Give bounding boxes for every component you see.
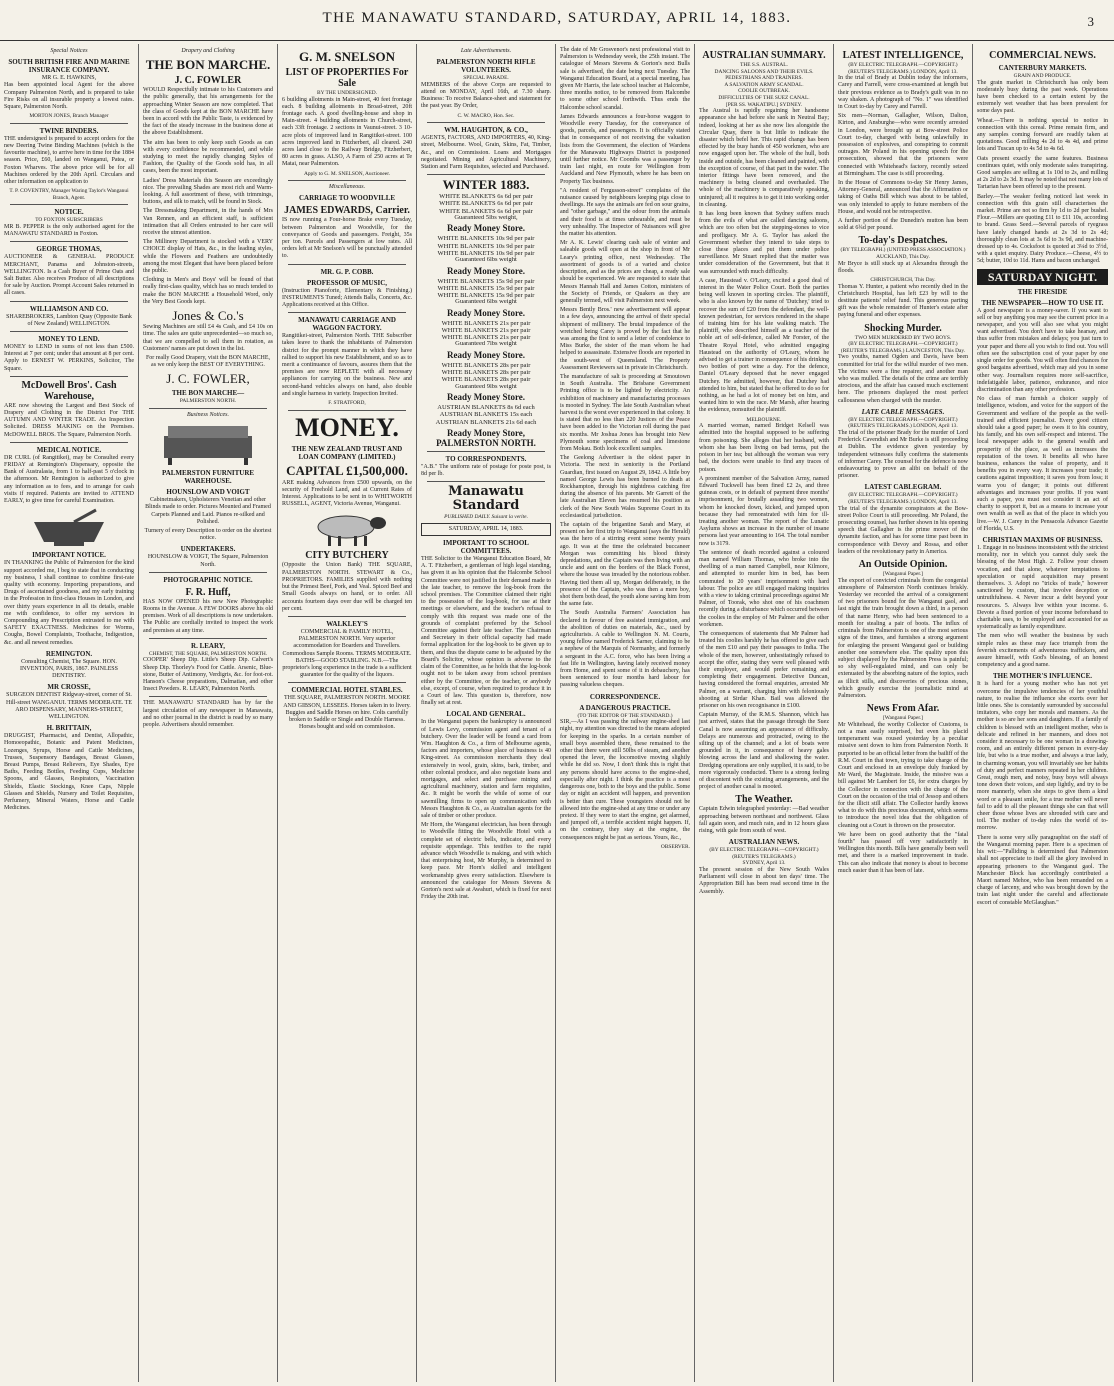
divider [10, 376, 128, 377]
article-body: The trial of the prisoner Brady for the murder of Lord Frederick Cavendish and Mr Burke is still proceeding at Dublin. The evidence given yesterday by independent witnesses fully confirms the statements of informer Carey. The counsel for the defence is now endeavouring to prove an alibi on behalf of the prisoner. [838, 430, 968, 480]
article-body: Captain Edwin telegraphed yesterday: —Bad weather approaching between northeast and northwest. Glass fall again soon, and much rain, and in 12 hours glass rising, with gale from south of west. [699, 806, 829, 835]
column-1 [0, 44, 139, 1382]
section-heading: COMMERCIAL NEWS. [989, 50, 1096, 61]
ad-body: AUCTIONEER & GENERAL PRODUCE MERCHANT, Panama and Johnston-streets, WELLINGTON. Is a Cash Buyer of Prime Oats and Salt Butter. Also receives Produce of all descriptions for sale by Auction. Prompt Account Sales returned in all cases. [4, 254, 134, 297]
ad-body: SHAREBROKERS, Lambton Quay (Opposite Bank of New Zealand) WELLINGTON. [6, 313, 132, 327]
divider [10, 123, 128, 124]
ad-heading: COMMERCIAL HOTEL STABLES. [291, 686, 403, 695]
article-subheading: TWO MEN MURDERED BY TWO BOYS. [854, 334, 952, 341]
ad-heading: HOUNSLOW AND VOIGT [166, 488, 250, 497]
store-name: Ready Money Store. [446, 350, 526, 361]
section-banner: SATURDAY NIGHT. [977, 269, 1108, 285]
divider [427, 451, 545, 452]
article-body: The trial of the dynamite conspirators at the Bow-street Police Court is still proceeding. Mr Poland, the prosecuting counsel, has further shown in his opening speech that Gallagher is the prime mover of the dynamite faction, and has for some time past been in correspondence with Devoy and Rossa, and other leaders of the revolutionary party in America. [838, 505, 968, 555]
price-line: WHITE BLANKETS 10s 9d per pair [437, 249, 535, 257]
divider [10, 204, 128, 205]
ad-subheading: CHEMIST, THE SQUARE, PALMERSTON NORTH. [148, 650, 268, 657]
ad-body: IS now running a Four-horse Brake every Tuesday, between Palmerston and Woodville, for the conveyance of Goods and passengers. Freight, 35s per ton. Parcels and Passengers at low rates. All orders left at Mr Snelson's will be punctually attended to. [282, 217, 412, 260]
ad-heading: LIST OF PROPERTIES For Sale [285, 67, 409, 89]
article-body: The present session of the New South Wales Parliament will close in about ten days' time. The Appropriation Bill has been read second time in the Assembly. [699, 867, 829, 895]
article-heading: A DANGEROUS PRACTICE. [579, 703, 671, 712]
section-heading: Special Notices [50, 48, 88, 54]
article-body: A good newspaper is a money-saver. If you want to sell or buy anything you may see the current price in a newspaper, and you will also see what you might want advertised. You don't have to take hearsay, and thus suffer from mistakes and delays; you just turn to your paper and there all you wish to find out. You will often see the subscription cost of your paper by one single order for goods. You will often find chances for good bargains advertised, which may aid you in some other way. Journalism requires more self-sacrifice, indefatigable labor, patience, endurance, and nice discrimination than any other profession. [977, 307, 1108, 393]
article-body: Mr A. K. Lewis' clearing cash sale of winter and saleable goods will open at the shop in front of Mr Leary's printing office, next Wednesday. The assortment of goods is of a varied and choice description, and as the prices are cheap, a ready sale should be experienced. We are requested to state that Messrs Hannah Hall and James Cotton, ministers of the Society of Friends, or Quakers as they are generally termed, will visit Palmerston next week. [560, 240, 690, 304]
article-body: Barley.—The weaker feeling noticed last week in connection with this grain still characterises the market. Prime are not so firm by 1d to 2d per bushel. Flour.—Millers are quoting £11 to £11 10s, according to brand. Grass Seed.—Several parcels of ryegrass have lately changed hands at 2s 3d to 2s 4d; thoroughly clean lots at 3s 6d to 3s 9d, and machine-dressed up to 4s. Cocksfoot is quoted at 3¼d to 3½d, with a quiet enquiry. Dairy Produce.—Cheese, 4½ to 5d; butter, 10d to 11d. Hams and bacon unchanged. [977, 193, 1108, 265]
ad-heading: GEORGE THOMAS, [36, 245, 102, 254]
section-heading: TO CORRESPONDENTS. [445, 454, 527, 463]
divider [10, 331, 128, 332]
section-heading: Business Notices. [187, 411, 229, 418]
divider [10, 241, 128, 242]
price-line: WHITE BLANKETS 21s per pair [441, 327, 531, 335]
ad-heading: THE BON MARCHE. [145, 57, 271, 73]
ad-body: Turnery of every Description to order on the shortest notice. [144, 527, 272, 542]
ad-subheading: THE BON MARCHE— [171, 389, 245, 398]
ad-body: THE MANAWATU STANDARD has by far the largest circulation of any newspaper in Manawatu, and no other journal in the district is read by so many people. Advertisers should remember. [143, 700, 273, 728]
ad-body: AGENTS, FACTORS, AND IMPORTERS, 40, King-street, Melbourne. Wool, Grain, Skins, Fat, Timber, &c., and on Commission. Loans and Mortgages negotiated. Mining and Agricultural Machinery, Station and Farm Requisites, selected and Purchased. [421, 135, 551, 171]
ad-signature: T. P. COVENTRY, Manager Waring Taylor's Wanganui Branch, Agent. [9, 188, 129, 201]
price-line: WHITE BLANKETS 15s 9d per pair [437, 277, 535, 285]
divider [288, 312, 406, 313]
ad-body: SURGEON DENTIST Ridgway-street, corner of St. Hill-street WANGANUI. TERMS MODERATE. TE ARO DISPENSARY, MANNERS-STREET, WELLINGTON. [6, 692, 132, 720]
ad-body: MEMBERS of the above Corps are requested to attend on MONDAY, April 16th, at 7.30 sharp. Business: To receive Balance-sheet and statement for the past year. By Order, [421, 81, 551, 110]
section-heading: Late Advertisements. [460, 48, 512, 54]
dateline: [PER SS. WAKATIPU.] SYDNEY. [725, 101, 803, 108]
ad-heading: WM. HAUGHTON, & CO., [444, 126, 528, 135]
ad-heading: J. C. FOWLER, [166, 371, 250, 387]
page-number: 3 [1087, 14, 1094, 29]
article-body: Mr Whitehead, the worthy Collector of Customs, is not a man easily surprised, but even his placid temperament was roused yesterday by a peculiar missive sent down to him from Palmerston North. It purported to be an official letter from the bailiff of the R.M. Court in that town, trying to take charge of the Court and enclosed in an envelope duly franked by Mr Ward, the Magistrate. Inside, the missive was a bill against Mr Lambert for £6, for extra charges by the Collector in connection with the charge of the Court on the occasion of the trial of Jessop and others for the illicit still affair. The Collector hardly knows what to do with this precious document, which seems to introduce the novel idea that the obligation of cleaning out a Court is thrown on the prosecutor. [838, 721, 968, 829]
article-subheading: (BY TELEGRAPH.) (UNITED PRESS ASSOCIATION.) AUCKLAND, This Day. [840, 247, 966, 261]
divider [288, 682, 406, 683]
price-line: AUSTRIAN BLANKETS 8s 6d each [437, 404, 535, 412]
article-subheading: (BY ELECTRIC TELEGRAPH.—COPYRIGHT.) (REUTER'S TELEGRAMS.) [709, 847, 819, 860]
price-line: WHITE BLANKETS 28s per pair [441, 376, 531, 384]
ad-heading: CITY BUTCHERY [305, 550, 389, 562]
ad-heading: Jones & Co.'s [172, 308, 244, 324]
ad-body: ARE now showing the Largest and Best Stock of Drapery and Clothing in the District For THE AUTUMN AND WINTER TRADE. An Inspection Solicited. DRESS MAKING on the Premises. McDOWELL BROS. The Square, Palmerston North. [4, 402, 134, 438]
ad-heading: WINTER 1883. [442, 177, 530, 193]
article-subheading: [Wanganui Paper.] [883, 571, 923, 578]
issue-date: SATURDAY, APRIL 14, 1883. [421, 523, 551, 536]
ad-subheading: PALMERSTON NORTH. [179, 398, 237, 405]
article-heading: THE MOTHER'S INFLUENCE. [993, 672, 1092, 681]
price-note: Guaranteed 9lbs weight [455, 383, 517, 390]
newspaper-columns [0, 44, 1114, 1382]
price-line: WHITE BLANKETS 6s 6d per pair [439, 200, 533, 208]
dateline: CHRISTCHURCH, This Day. [870, 277, 936, 284]
ad-body: DR CURL (of Rangitikei), may be Consulted every FRIDAY at Remington's Dispensary, opposite the Bank of Australasia, from 1 to half-past 5 o'clock in the afternoon. Mr Remington is authorized to give any information as to fees, and to arrange for cash visits if required. Patients are invited to ATTEND EARLY, to give time for careful Examination. [4, 454, 134, 505]
price-line: WHITE BLANKETS 6s 6d per pair [439, 207, 533, 215]
article-body: The Austral is rapidly regaining her handsome appearance she had before she sank in Neutral Bay; indeed, looking at her as she now lies alongside the Circular Quay, there is but little to indicate the disaster which befel her. This rapid change has been effected by the busy hands of 450 workmen, who are now engaged upon her. The whole of the hull, both inside and outside, has been cleaned and painted, with the exception of course, of that part in the water. The interior fittings have been removed, and the machinery is being cleaned and overhauled. The whole of the machinery is comparatively speaking, uninjured; all it requires is to get it into working order in cleaning. [699, 108, 829, 208]
article-body: The sentence of death recorded against a coloured man named William Thomas, who broke into the dwelling of a man named Campbell, near Kilmore, and attempted to murder him in bed, has been commuted to 20 years' imprisonment with hard labour. The police are still engaged making inquiries with a view to taking criminal proceedings against Mr Palmer, of Toorak, who shot one of his coachmen recently during a disturbance which occurred between the coolies in the employ of Mr Palmer and the other workmen. [699, 549, 829, 628]
article-body: The date of Mr Grosvenor's next professional visit to Palmerston is Wednesday week, the 25th instant. The catalogue of Messrs Stevens & Gorton's next Bulls sale is advertised, the date being next Tuesday. The Wanganui Education Board, at a special meeting, has given Mr Harris, the late school teacher at Halcombe, three months notice, to be removed from Halcombe to some other school forthwith. Thus ends the Halcombe school scandal. [560, 47, 690, 111]
price-line: WHITE BLANKETS 10s 9d per pair [437, 242, 535, 250]
ad-heading: REMINGTON. [45, 649, 93, 658]
article-body: In the Wanganui papers the bankruptcy is announced of Lewis Levy, commission agent and tenant of a butchery. Over the leader will be found a card from Wm. Haughton & Co., a firm of Melbourne agents, factors and importers, whose place of business is 40 King-street. As commission merchants they deal extensively in wool, grain, skins, bark, timber, and other colonial produce, and also negotiate loans and mortgages, and select and purchase mining and agricultural machinery, station and farm requisites, &c. It might be worth the while of some of our sawmilling firms to open up communication with Messrs Haughton & Co., as Australian agents for the sale of timber or other produce. [421, 719, 551, 819]
article-heading: THE NEWSPAPER—HOW TO USE IT. [981, 298, 1104, 307]
article-subheading: DIFFICULTIES OF THE SUEZ CANAL. [718, 94, 810, 101]
price-note: Guaranteed 6lbs weight [455, 257, 517, 264]
ad-body: THE SQUARE, PALMERSTON NORTH. MOORE AND GIBSON, LESSEES. Horses taken in to livery. Buggies and Saddle Horses on hire. Colts carefully broken to Saddle or Single and Double Harness. Horses bought and sold on commission. [283, 695, 411, 731]
ad-body: The aim has been to only keep such Goods as can with every confidence be recommended, and while studying to meet the rapidly changing Styles of Fashion, the Quality of the Goods sold has, in all cases, been the most important. [143, 139, 273, 175]
price-line: AUSTRIAN BLANKETS 15s each [439, 411, 533, 419]
article-body: Captain Murray, of the R.M.S. Shannon, which has just arrived, states that the passage through the Suez Canal is now assuming an appearance of difficulty. Delays are numerous and protracted, owing to the silting up of the channel; and a lot of boats were grounded in it, in consequence of heavy gales blowing across the land and shallowing the water. Dredging operations are only supplied, it is said, to be more vigorously conducted. There is a strong feeling of discontent with the existing arrangements, and the project of another canal is mooted. [699, 712, 829, 791]
ad-body: THE undersigned is prepared to accept orders for the new Deering Twine Binding Machines (which is the favourite machine), to arrive here in time for the 1884 season. Price, £60, landed on Wanganui, Patea, or Foxton Wharves. The above price will be for all Machines ordered by the 20th April. Circulars and other information on application to [4, 135, 134, 186]
price-line: WHITE BLANKETS 21s per pair [441, 334, 531, 342]
article-subheading: (BY ELECTRIC TELEGRAPH.—COPYRIGHT.) (REUTER'S TELEGRAMS.) LONDON, April 13. [848, 416, 958, 430]
ad-heading: UNDERTAKERS. [180, 545, 236, 554]
article-body: The manufacture of salt is proceeding at Smoutown in South Australia. The Brisbane Government Printing office is to be lighted by electricity. An exhibition of machinery and manufacturing processes is mooted in Sydney. The late South Australian wheat harvest is the worst ever experienced in that colony. It is stated that no less than 220 Justices of the Peace have been added to the Victorian roll during the past six months. Mr Joshua Jones has brought into New Plymouth some specimens of coal and limestone from Mokau. Both look excellent samples. [560, 373, 690, 452]
ad-body: Clothing in Men's and Boys' will be found of that really first-class quality, which has so much tended to make the BON MARCHE a Household Word, only the Very Best Goods kept. [143, 277, 273, 305]
section-heading: The Weather. [735, 794, 793, 806]
divider [427, 122, 545, 123]
section-heading: To-day's Despatches. [858, 235, 948, 247]
sheep-illustration [302, 511, 392, 547]
article-heading: IMPORTANT TO SCHOOL COMMITTEES. [443, 539, 529, 556]
divider [427, 174, 545, 175]
article-subheading: [Wanganui Paper.] [883, 715, 923, 722]
price-line: WHITE BLANKETS 28s per pair [441, 369, 531, 377]
newspaper-nameplate: Manawatu Standard [448, 484, 524, 514]
ad-body: Consulting Chemist, The Square. HON. INVENTION, PARIS, 1867. PAINLESS DENTISTRY. [20, 658, 118, 680]
column-5 [556, 44, 695, 1382]
ad-body: WOULD Respectfully intimate to his Customers and the public generally, that his arrangements for the approaching Winter Season are now completed. That the class of Goods kept at the BON MARCHE have been in accord with the Public Taste, is evidenced by the fact of the steady increase in the business done at the above Establishment. [143, 87, 273, 137]
ad-body: For really Good Drapery, visit the BON MARCHE, as we only keep the BEST OF EVERYTHING. [145, 354, 271, 369]
ad-signature: F. STRATFORD, [328, 400, 366, 407]
section-heading: Miscellaneous. [328, 184, 366, 191]
ad-body: DRUGGIST, Pharmacist, and Dentist, Allopathic, Homoeopathic, Botanic and Patent Medicines, Lozenges, Syrups, Horse and Cattle Medicines, Trusses, Suspensory Bandages, Breast Glasses, Breast Pumps, Breast Relievers, Eye Shades, Eye Baths, Feeding Bottles, Feeding Cups, Medicine Spoons, and Glasses, Respirators, Vaccination Shields, Elastic Stockings, Knee Caps, Nipple Glasses and Shields, Nursery and Toilet Requisites, Perfumery, Mineral Waters, Horse and Cattle Medicines. [4, 733, 134, 812]
article-subheading: (BY ELECTRIC TELEGRAPH.—COPYRIGHT.) (REUTER'S TELEGRAMS.) LONDON, April 13. [848, 492, 958, 506]
newspaper-title: THE MANAWATU STANDARD, SATURDAY, APRIL 14, 1883. [322, 10, 792, 26]
article-body: The captain of the brigantine Sarah and Mary, at present on her first trip to Wanganui (says the Herald) was the hero of a stirring event some twenty years ago. It was at the time the celebrated buccaneer Morgan was committing his blood thirsty depredations, and the Captain was then living with an uncle and aunt on the borders of the Black Forest, where the house was invaded by the notorious robber. Having tied them all up, Morgan deliberately, in the presence of the Captain, who was then a mere boy, shot them both dead, the youth alone saving him from the same fate. [560, 522, 690, 608]
ad-heading: G. M. SNELSON [298, 49, 396, 64]
section-heading: AUSTRALIAN SUMMARY. [702, 50, 826, 61]
store-name: Ready Money Store. [446, 265, 526, 276]
article-subheading: (TO THE EDITOR OF THE STANDARD.) [577, 712, 673, 719]
article-body: A case, Haustead v. O'Leary, excited a good deal of interest in the Water Police Court. Both the parties being well known in sporting circles. The plaintiff, who is also known by the name of 'Dutchey,' tried to recover the sum of £20 from the defendant, the well-known pedestrian, for services rendered in the shape of training him for his late walking match. The plaintiff, who described himself as a teacher of the noble art of self-defence, called Mr Forster, of the Theatre Royal Hotel, who admitted engaging Haustead on the authority of O'Leary, whom he advised to get a trainer in consequence of his drinking two bottles of port wine a day. For the defence, Daniel O'Leary deposed that he never engaged Dutchey. He admitted, however, that Dutchey had attended to him, but stated that he offered to do so for nothing, as he had a lot of money bet on him, and wanted him to win the race. Mr Marsh, after hearing the evidence, nonsuited the plaintiff. [699, 277, 829, 414]
price-line: WHITE BLANKETS 6s 6d per pair [439, 193, 533, 201]
ad-body: Sewing Machines are still £4 4s Cash, and £4 10s on time. The sales are quite unprecedented—so much so, that we are compelled to sell them in rotation, as Customers' names are put down in the list. [143, 324, 273, 352]
column-3 [278, 44, 417, 1382]
ad-subheading: THE NEW ZEALAND TRUST AND LOAN COMPANY (LIMITED.) [291, 444, 403, 461]
divider [288, 180, 406, 181]
article-body: A prominent member of the Salvation Army, named Edward Tuckwell has been fined £2 2s, and three guineas costs, or in default of payment three months' imprisonment, for brutally assaulting two women, whom he knocked down, kicked, and jumped upon because they had remonstrated with him for ill-treating another woman. The report of the Lunatic Asylums shows an increase in the number of insane persons last year amounting to 164. The total number now is 3179. [699, 475, 829, 547]
price-line: WHITE BLANKETS 21s per pair [441, 319, 531, 327]
article-signature: OBSERVER. [660, 843, 690, 850]
nameplate-motto: PUBLISHED DAILY. Suisant la verite. [444, 514, 528, 521]
article-subheading: (BY ELECTRIC TELEGRAPH.—COPYRIGHT.) (REUTER'S TELEGRAMS.) LAUNCESTON, This Day. [840, 341, 966, 354]
divider [149, 638, 267, 639]
ad-body: 6 building allotments in Main-street, 40 feet frontage each. 8 building allotments in Broad-street, 20ft frontage each. A good dwelling-house and shop in Main-street. 4 building allotments in Church-street, each 33ft frontage. 2 sections in Vaunui-street. 3 10-acre plots of improved land in Rangitikei-street. 100 acres improved land in Fitzherbert, all cleared. 240 acres land close to the Railway Bridge, Fitzherbert, 80 acres in grass. ALSO, A Farm of 250 acres at Te Matai, near Palmerston. [282, 96, 412, 168]
divider [149, 572, 267, 573]
notice-body: "A.B." The uniform rate of postage for poste post, is 8d per lb. [421, 463, 551, 478]
ad-heading: WALKLEY'S [326, 619, 368, 628]
article-body: Messrs Bently Bros.' new advertisement will appear in a few days, announcing the arrival of their special shipment of millinery. The brutal impudence of the wretched being Carey is proved by the fact that he was among the first to send a letter of condolence to Miss Burke, the sister of the man whom he had helped to assassinate. Extensive floods are reported in the south-west of Queensland. The Property Assessment Reviewers sat in private in Christchurch. [560, 307, 690, 371]
article-body: "A resident of Fergusson-street" complains of the nuisance caused by neighbours keeping pigs close to dwellings. He says the animals are fed on sour grains, and "other garbage," and the odour from the animals and their food is at times unbearable, and must be very unhealthy. The Inspector of Nuisances will give the matter his attention. [560, 187, 690, 238]
article-body: The men who will weather the business by such simple rules as these may face triumph from the feverish excitements of adventurous traffickers, and assure himself, with God's blessing, of an honest competency and a good name. [977, 633, 1108, 669]
furniture-illustration [158, 422, 258, 466]
price-line: WHITE BLANKETS 15s 9d per pair [437, 284, 535, 292]
article-body: Wheat.—There is nothing special to notice in connection with this cereal. Prime remain firm, and any samples coming forward are readily taken at quotations. Good milling 4s 2d to 4s 4d, and prime lots and Tuscan up to 4s 5d to 4s 6d. [977, 117, 1108, 153]
divider [10, 301, 128, 302]
ad-signature: Apply to G. M. SNELSON, Auctioneer. [303, 170, 391, 177]
price-line: AUSTRIAN BLANKETS 21s 6d each [435, 418, 537, 426]
ad-body: (Opposite the Union Bank) THE SQUARE, PALMERSTON NORTH. STEWART & Co., PROPRIETORS. FAMILIES supplied with nothing but the Primest Beef, Pork, and Veal. Spiced Beef and Small Goods always on hand, or to order. All accounts fourteen days over due will be charged ten per cent. [282, 562, 412, 612]
article-body: James Edwards announces a four-horse waggon to Woodville every Tuesday, for the conveyance of goods, parcels, and passengers. It is officially stated that in consequence of not receiving the valuation lists from the Government, the election of Wardens for the Manawatu Highways District is postponed until further notice. Mr Coombs was a passenger by train last night, en route for Wellington from Auckland and New Plymouth, where he has been on Property Tax business. [560, 113, 690, 185]
article-body: It has long been known that Sydney suffers much from the evils of what are called dancing saloons, which are too often but the stepping-stones to vice and profligacy. Mr A. G. Taylor has asked the Government whether they intend to take steps to close these places and put them under police surveillance. Mr Stuart replied that the matter was under consideration of the Government, but that it was surrounded with much difficulty. [699, 211, 829, 275]
article-body: In the trial of Brady at Dublin today the informers, Carey and Farrell, were cross-examined at length but their previous evidence as to Brady's guilt was in no way shaken. A photograph of "No. 1" was identified in Court to-day by Carey and Farrell. [838, 75, 968, 110]
column-6 [695, 44, 834, 1382]
ad-heading: PALMERSTON NORTH RIFLE VOLUNTEERS. [436, 58, 536, 75]
ad-heading: MONEY. [295, 412, 399, 442]
article-body: Six men—Norman, Gallagher, Wilson, Dalton, Kirton, and Ansburghe—who were recently arrested in London, were brought up at Bow-street Police Court to-day, charged with being unlawfully in possession of explosives, and conspiring to commit outrages. Mr Poland in his opening speech for the prosecution, showed that the prisoners were connected with Whitehead's factory, recently seized at Birmingham. The case is still proceeding. [838, 113, 968, 177]
section-heading: AUSTRALIAN NEWS. [728, 838, 800, 847]
column-4 [417, 44, 556, 1382]
mortar-and-pestle-icon [24, 508, 114, 548]
ad-body: Has been appointed local Agent for the above Company Palmerston North, and is prepared to take Fire Risks on all insurable property a lowest rates. Square, Palmerston North. [4, 82, 134, 111]
store-name: Ready Money Store. [446, 392, 526, 403]
article-body: No class of man furnish a choicer supply of intelligence, wisdom, and voice for the support of the Government and welfare of the people as the well-trained and efficient journalist. Every good citizen should take a good paper; he owes it to his country, his family, and his own self-respect and interest. The local newspaper adds to the general wealth and prosperity of the place, as well as increases the reputation of the town. It benefits all who have business, enhances the value of property, and it benefits you in every way. It increases your trade; it cautions against imposition; it saves you from loss; it warns you of danger; it points out different advantages and increases your profits. If you want such a paper, you must not consider it an act of charity to support it, but as a means to increase your own wealth as well as that of the place in which you live.—W. J. Carey in the Pensacola Advance Gazette of Florida, U.S. [977, 396, 1108, 532]
ad-subheading: TO FOXTON SUBSCRIBERS [35, 217, 103, 224]
price-line: WHITE BLANKETS 28s per pair [441, 362, 531, 370]
section-heading: Drapery and Clothing [181, 48, 235, 54]
article-body: The consequences of statements that Mr Palmer had treated his coolies harshly he has offered to give each of the men £10 and pay their passages to India. The whole of the men, however, unhesitatingly refused to accept the offer, stating they were well pleased with their employer, and would prefer remaining and completing their engagement. Detective Duncan, having considered the formal enquiries, arrested Mr Palmer, on a warrant, charging him with feloniously shooting at Sirdar Khan. Bail was allowed the prisoner on his own recognisance in £100. [699, 630, 829, 709]
article-body: 1. Engage in no business inconsistent with the strictest morality, nor in which you cannot duly seek the blessing of the Most High. 2. Follow your chosen vocation, and that alone, whatever temptations to speculation or rapid acquisition may present themselves. 3. Adopt no "tricks of trade," however sanctioned by custom, that involve deception or untruthfulness. 4. Never incur a debt beyond your resources. 5. Always live within your income. 6. Devote a fixed portion of your income beforehand to charitable uses, to be employed and accounted for as systematically as family expenditure. [977, 544, 1108, 631]
header-rule [0, 40, 1114, 41]
price-line: WHITE BLANKETS 10s 9d per pair [437, 235, 535, 243]
ad-heading: PHOTOGRAPHIC NOTICE. [163, 575, 253, 584]
price-line: WHITE BLANKETS 15s 9d per pair [437, 292, 535, 300]
ad-body: HAS NOW OPENED his new New Photographic Rooms in the Avenue. A FEW DOORS above his old premises. Work of all descriptions is now undertaken. The Public are cordially invited to inspect the work and premises at any time. [143, 598, 273, 634]
ad-heading: MEDICAL NOTICE. [36, 445, 102, 454]
article-body: Oats present exactly the same features. Business continues quiet, with only moderate sales transpiring. Good samples are selling at 1s 10d to 2s, and milling at 2s 2d to 2s 3d. It may be noted that not many lots of Tartarian have been offered up to the present. [977, 155, 1108, 191]
section-heading: LATEST INTELLIGENCE, [842, 50, 964, 61]
ad-body: COOPER' Sheep Dip. Little's Sheep Dip. Calvert's Sheep Dip. Thorley's Food for Cattle. Arsenic, Blue-stone, Butter of Antimony, Verdigris, &c. for foot-rot. Hanson's Cheese preparations, Dalmatian, and other Insect Powders. R. LEARY, Palmerston North. [143, 657, 273, 693]
ad-body: IN THANKING the Public of Palmerston for the kind support accorded me, I beg to state that in conducting my business, I shall continue to combine first-rate quality with economy. Importing preparations, and Drugs of ascertained goodness, and my early training in the Profession in first-class Houses in London, and over thirty years experience in all its details, enable me with confidence, to offer my services in Compounding any Prescription entrusted to me with SAFETY EXACTNESS. Medicines for Worms, Coughs, Bowel Complaints, Toothache, Indigestion, &c. and all newest remedies. [4, 560, 134, 646]
ad-body: Ladies' Dress Materials this Season are exceedingly nice. The prevailing Shades are most rich and Warm-looking. A full assortment of these, with trimmings, buttons, and silk to match, will be found in Stock. [143, 177, 273, 206]
article-body: A married woman, named Bridget Kelsell was admitted into the hospital supposed to be suffering from poisoning. She alleges that her husband, with whom she has been living on bad terms, put the poison in her tea; but although the woman was very bad, the doctors were unable to find any traces of poison. [699, 423, 829, 473]
divider [288, 264, 406, 265]
dateline: MELBOURNE. [746, 416, 782, 423]
store-name: Ready Money Store, PALMERSTON NORTH. [436, 427, 536, 448]
ad-heading: JAMES EDWARDS, Carrier. [284, 205, 410, 217]
article-body: There is some very silly paragraphist on the staff of the Wanganui morning paper. Here is a specimen of his wit:—"Palliding is determined that Palmerston shall not appreciate to itself all the glory involved in appearing prisoners to the Wanganui gaol. The Manchester Block has accordingly contributed a Maori named Mehoe, who has been remanded on a charge of larceny, and who was brought down by the train last night under the careful and affectionate escort of constable McGlaughan." [977, 834, 1108, 906]
column-7 [834, 44, 973, 1382]
ad-heading: R. LEARY, [191, 641, 225, 650]
section-heading: An Outside Opinion. [858, 559, 948, 571]
ad-heading: SOUTH BRITISH FIRE AND MARINE INSURANCE COMPANY. [8, 58, 130, 75]
store-name: Ready Money Store. [446, 223, 526, 234]
article-subheading: THE S.S. AUSTRAL. [740, 62, 788, 68]
ad-heading: H. BRITTAIN, [46, 724, 92, 733]
article-body: Mr Horn, the Wanganui electrician, has been through to Woodville fitting the Woodville Hotel with a complete set of electric bells, indicator, and every requisite appendage. This testifies to the rapid advance which Woodville is making, and with which that enterprising host, Mr Murphy, is determined to keep pace. Mr Horn's skilled and intelligent workmanship gives every satisfaction. Elsewhere is announced the catalogue for Messrs Stevens & Gorton's next sale at Awahuri, which is fixed for next Friday the 20th inst. [421, 822, 551, 901]
ad-body: The Millinery Department is stocked with a VERY CHOICE display of Hats, &c., in the leading styles, while the Flowers and Feathers are undoubtedly among the most Elegant that have been placed before the public. [143, 239, 273, 275]
ad-heading: WILLIAMSON AND CO. [29, 304, 109, 313]
store-name: Ready Money Store. [446, 307, 526, 318]
ad-heading: MR. G. P. COBB. [320, 267, 374, 276]
column-2 [139, 44, 278, 1382]
ad-body: HOUNSLOW & VOIGT, The Square, Palmerston North. [147, 554, 269, 568]
article-body: The grain market in Christchurch has only been moderately busy during the past week. Operations have been checked to a certain extent by the extremely wet weather that has been prevalent for some days past. [977, 79, 1108, 115]
article-body: Two youths, named Ogden and Davis, have been committed for trial for the wilful murder of two men. The victims were a fine repairer, and another man who was mulled. The details of the crime are terribly atrocious, and the affair has caused much excitement here. The prisoners displayed the most perfect callousness when charged with the murder. [838, 354, 968, 404]
ad-heading: CARRIAGE TO WOODVILLE [298, 194, 396, 203]
article-body: A further portion of the Dunedin's mutton has been sold at 6¾d per pound. [838, 218, 968, 232]
ad-heading: PALMERSTON FURNITURE WAREHOUSE. [161, 469, 255, 486]
ad-heading: IMPORTANT NOTICE. [32, 551, 106, 560]
section-heading: THE FIRESIDE [1017, 287, 1068, 296]
ad-body: The Dressmaking Department, in the hands of Mrs Van Rennen, and an efficient staff, is sufficient intimation that all Orders entrusted to her care will receive the utmost attention. [143, 208, 273, 237]
ad-heading: F. R. Huff, [185, 586, 231, 598]
article-body: Mr Bryce is still stuck up at Alexandra through the floods. [838, 260, 968, 274]
divider [10, 442, 128, 443]
article-body: We have been on good authority that the "fatal fourth" has passed off very satisfactorily in Wellington this month. Bills have generally been well met, and there is a marked improvement in trade. This can also indicate that money is about to become much easier than it has been of late. [838, 831, 968, 874]
ad-body: MR B. PEPPER is the only authorised agent for the MANAWATU STANDARD in Foxton. [4, 224, 134, 238]
article-body: Thomas Y. Hunter, a patient who recently died in the Christchurch Hospital, has left £23 by will to the destitute patients' relief fund. This generous parting gift was the whole remainder of Hunter's estate after paying funeral and other expenses. [838, 283, 968, 319]
article-body: The export of convicted criminals from the congenial atmosphere of Palmerston North continues briskly. Yesterday we recorded the arrival of a consignment of two prisoners bound for the Wanganui gaol, and last night the train brought down a third, in a person of that name Henry, who had been sentenced to a month for stealing a pair of boots. The influx of criminals from Palmerston is one of the most serious signs of the times, and furnishes a strong argument for enlarging the present Wanganui gaol or building another one somewhere else. The quality upon this subject displayed by the Palmerston Press is painful; so shy well-regulated mind, and can only be extenuated by the absorbing nature of the topics, such as illicit stills, and discoveries of precious stones, which greatly exercise the journalistic mind at Palmerston. [838, 577, 968, 699]
ad-signature: C. W. MACRO, Hon. Sec. [457, 112, 515, 119]
ad-subheading: J. C. FOWLER [174, 75, 242, 87]
price-note: Guaranteed 6lbs weight [455, 299, 517, 306]
ad-signature: MORTON JONES, Branch Manager [29, 113, 109, 120]
ad-heading: TWINE BINDERS. [39, 126, 99, 135]
ad-heading: McDowell Bros'. Cash Warehouse, [21, 379, 117, 402]
article-subheading: (BY ELECTRIC TELEGRAPH.—COPYRIGHT.) (REUTER'S TELEGRAMS.) LONDON, April 13. [848, 62, 958, 75]
section-heading: LATE CABLE MESSAGES. [861, 407, 945, 416]
section-heading: LATEST CABLEGRAM. [864, 483, 942, 492]
dateline: SYDNEY, April 13. [742, 860, 786, 867]
ad-body: Cabinetmakers, Upholsterers Venetian and other Blinds made to order. Pictures Mounted and Framed Carpets Planned and Laid. Pianos re-silked and Polished. [145, 497, 271, 525]
article-heading: LOCAL AND GENERAL. [446, 710, 526, 719]
ad-body: COMMERCIAL & FAMILY HOTEL, PALMERSTON NORTH. Very superior accommodation for Boarders and Travellers. Commodious Sample Rooms. TERMS MODERATE. BATHS—GOOD STABLING. N.B.—The proprietor's long experience in the trade is a sufficient guarantee for the quality of the liquors. [282, 628, 412, 679]
section-heading: News From Afar. [866, 703, 940, 715]
ad-heading: NOTICE. [54, 208, 84, 217]
section-heading: Shocking Murder. [864, 322, 942, 334]
capital-amount: CAPITAL £1,500,000. [286, 462, 408, 478]
ad-heading: MONEY TO LEND. [38, 335, 100, 344]
article-body: In the House of Commons to-day Sir Henry James, Attorney-General, announced that the Affirmation or taking of Oaths Bill which was about to be tabled, was only intended to apply to future members of the House, and would not be retrospective. [838, 180, 968, 215]
ad-body: ARE making Advances from £500 upwards, on the security of Freehold Land, and at Current Rates of Interest. Applications to be sent in to WHITWORTH RUSSELL, AGENT, Victoria Avenue, Wanganui. [282, 479, 412, 508]
article-subheading: GRAIN AND PRODUCE. [1013, 73, 1072, 79]
divider [427, 481, 545, 482]
article-heading: CANTERBURY MARKETS. [998, 64, 1087, 72]
divider [288, 616, 406, 617]
divider [149, 696, 267, 697]
ad-body: MONEY to LEND in sums of not less than £500. Interest at 7 per cent; under that amount at 8 per cent. Apply to ERNEST W. PERKINS, Solicitor, The Square. [4, 344, 134, 372]
ad-body: (Instruction Pianoforte, Elementary & Finishing.) INSTRUMENTS Tuned; Attends Balls, Concerts, &c. Applications received at this Office. [282, 287, 413, 309]
article-body: The Geelong Advertiser is the oldest paper in Victoria. The next in seniority is the Portland Guardian, first issued on August 29, 1842. A little boy named George Lewis has been burned to death at Rockhampton, through his nightdress catching fire during the absence of his parents. Mr Garrett of the late Australian Eleven has resumed his position as clerk of the New South Wales Supreme Court in its ecclesiastical jurisdiction. [560, 455, 690, 519]
article-subheading: DANCING SALOONS AND THEIR EVILS. [714, 68, 814, 75]
ad-heading: MR CROSSE, [47, 683, 91, 692]
article-body: THE Solicitor to the Wanganui Education Board, Mr A. T. Fitzherbert, a gentleman of high legal standing, has given it as his opinion that the Halcombe School Committee were not justified in their demand made to the late teacher, to remove the log-book from the school premises. The Committee claimed their right to the possession of the log-book, for use at their meetings or elsewhere, and the teacher's refusal to comply with this request was made one of the grounds of complaint preferred by the School Committee against their late teacher. The Chairman and Secretary in their official capacity had made formal application for the log-book to be given up to them, and thus the dispute came to be adjusted by the Board's Solicitor, whose opinion is adverse to the claim of the Committee, as he holds that the log-book ought not to be taken away from school premises either by the Committee, or the teacher, or anybody else, except, of course, when required to produce it in a Court of law. This question is, therefore, now finally set at rest. [421, 556, 551, 707]
article-subheading: COOLIE OUTBREAK. [738, 88, 790, 95]
divider [288, 410, 406, 411]
article-subheading: PEDESTRIANS AND TRAINERS. [725, 75, 803, 82]
price-note: Guaranteed 7lbs weight [455, 341, 517, 348]
ad-body: Rangitikei-street, Palmerston North. THE Subscriber takes leave to thank the inhabitants of Palmerston district for the prompt manner in which they have rallied to support his new Establishment, and so as to merit a continuance of favours, assures them that the premises are now REPLETE with all necessary appliances for carrying on the business. New and second-hand vehicles always on hand, also double and single harness in variety. Inspection Invited. [282, 333, 412, 397]
masthead [0, 0, 1114, 44]
article-body: SIR,—As I was passing the railway engine-shed last night, my attention was directed to the means adopted for keeping in the sparks. In a certain number of small boys assembled there, these remained to the other that there were still 50lbs of steam, and another opened the lever, the locomotive moving slightly while he did so. Now, I don't think this is right that any persons should have access to the engine-shed, especially after night. I think the practice is a most dangerous one, both to the boys and the public. Some day or night an accident will happen, and prevention is better than cure. These youngsters should not be allowed into the engine-shed at any time or under any pretext. If they were to start the engine, get alarmed, and jumped off, a terrible accident might happen. If, on the contrary, they stay at the engine, the consequences might be just as serious. Yours, &c., [560, 719, 690, 841]
ad-heading: PROFESSOR OF MUSIC, [306, 278, 388, 287]
ad-subheading: SPECIAL PARADE. [463, 75, 509, 82]
ad-subheading: BY THE UNDERSIGNED. [316, 90, 378, 96]
article-subheading: A SALVATION ARMY SCANDAL. [724, 81, 804, 88]
ad-name: MR G. E. HAWKINS, [41, 75, 97, 82]
ad-heading: MANAWATU CARRIAGE AND WAGGON FACTORY. [298, 316, 396, 333]
divider [149, 408, 267, 409]
column-8 [973, 44, 1112, 1382]
article-heading: CHRISTIAN MAXIMS OF BUSINESS. [982, 535, 1103, 544]
price-note: Guaranteed 5lbs weight, [454, 214, 518, 221]
section-heading: CORRESPONDENCE. [589, 692, 661, 701]
article-body: The South Australia Farmers' Association has declared in favour of free assisted immigration, and the abolition of duties on materials, &c., used by agriculturists. A cable to Wellington N. M. Courts, young fellow named Frederick Sarner, claiming to be a nephew of the Marquis of Normanby, and formerly a sergeant in the A.C. force, who has been living a fast life in Wellington, having lately received money from Home, and spent some of it in debauchery, has been sentenced to four months hard labour for passing valueless cheques. [560, 610, 690, 689]
article-body: It is hard for a young mother who has not yet overcome the impulsive tendencies of her youthful nature, to realise the influence she exerts over her little ones. She is constantly surrounded by successful imitators, who copy her morals and manners. As the mother is so are her sons and daughters. If a family of children is blessed with an intelligent mother, who is delicate and refined in her manners, and does not consider it necessary to be one woman in a drawing-room, and an entirely different person in every-day life, but who is a true mother, and always a true lady, in charming woman, you will invariably see her habits of duty and perfect manners repeated in her children. Great, rough men, and noisy, busy boys will always tone down their voices, and step lightly, and try to be more mannerly, when she steps to give them a kind word or a pleasant smile, for a true mother will never fail to add to all the pleasant things she can that will cheer those whose lives are shrouded with care and toil. The mother of to-day rules the world of to-morrow. [977, 681, 1108, 832]
